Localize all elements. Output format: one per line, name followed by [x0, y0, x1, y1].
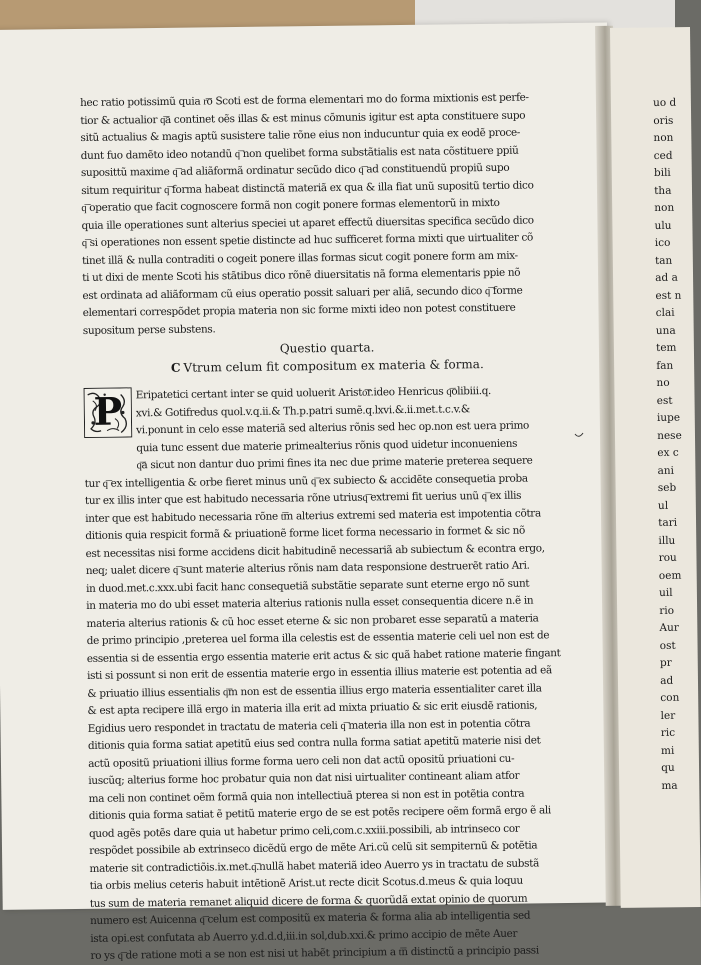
fragment-line: ler: [660, 709, 676, 722]
text-line: est necessitas nisi forme accidens dicit habitudinẽ necessariã ab subiectum & econtra ergo,: [85, 541, 545, 560]
text-line: materie sit contradictiõis.ix.met.q͞.nullã habet materiã ideo Auerro ys in tractatu de substã: [89, 856, 540, 875]
text-line: quia tunc essent due materie primealterius rõnis quod uidetur inconueniens: [136, 437, 518, 454]
text-line: quod agẽs potẽs dare quia ut habetur primo celi,com.c.xxiii.possibili, ab intrinseco cor: [88, 822, 520, 840]
text-line: in materia mo do ubi esset materia alterius rationis nulla esset consequentia dicere n.ẽ in: [86, 594, 534, 612]
fragment-line: Aur: [659, 621, 679, 634]
text-line: tior & actualior q͞a continet oẽs illas & est minus cõmunis igitur est apta constituere supo: [80, 109, 526, 127]
fragment-line: est n: [655, 289, 682, 302]
fragment-line: non: [654, 201, 675, 214]
fragment-line: uo d: [653, 96, 677, 109]
text-line: & est apta recipere illã ergo in materia illa erit ad mixta priuatio & sic erit eiusdẽ rationis,: [87, 699, 538, 717]
pilcrow-mark: C: [170, 360, 181, 375]
text-line: inter que est habitudo necessaria rõne t͞m alterius extremi sed materia est impotentia cõtra: [85, 506, 541, 525]
text-line: tia orbis melius ceteris habuit intẽtionẽ Arist.ut recte dicit Scotus.d.meus & quia loquu: [89, 874, 523, 892]
fragment-line: uil: [659, 586, 673, 599]
decorated-initial: [84, 387, 133, 438]
fragment-line: ul: [657, 499, 669, 512]
fragment-line: ost: [659, 639, 676, 652]
fragment-line: ex c: [657, 446, 679, 459]
text-line: iuscũq; alterius forme hoc probatur quia non dat nisi uirtualiter contineant aliam atfor: [88, 769, 520, 787]
text-line: dunt fuo damẽto ideo notandũ q͞ non quelibet forma substãtialis est nata cõstituere ppiũ: [80, 144, 519, 162]
fragment-line: seb: [657, 481, 677, 494]
text-line: elementari correspõdet propia materia non sic forme mixti ideo non potest constituere: [82, 301, 516, 319]
text-line: ditionis quia respicit formã & priuationẽ forme licet forma necessario in formet & sic nõ: [85, 524, 526, 542]
fragment-line: ico: [654, 236, 671, 249]
text-line: quia ille operationes sunt alterius speciei ut aparet effectũ diuersitas specifica secũdo dico: [81, 213, 534, 232]
fragment-line: una: [655, 324, 676, 337]
fragment-line: oris: [653, 114, 674, 127]
text-line: ma celi non continet oẽm formã quia non intellectiuã pterea si non est in potẽtia contra: [88, 787, 525, 805]
text-line: sitũ actualius & magis aptũ susistere talie rõne eius non inducuntur quia ex eodẽ proce-: [80, 126, 521, 144]
text-line: situm requiritur q͞ forma habeat distinctã materiã ex qua & illa fiat unũ supositũ tertio dico: [81, 178, 534, 197]
fragment-line: ced: [653, 149, 673, 162]
text-line: vi.ponunt in celo esse materiã sed alterius rõnis sed hec op.non est uera primo: [136, 419, 530, 437]
continuation-lines: [85, 470, 579, 965]
text-line: supositum perse substens.: [82, 322, 216, 337]
text-line: tus sum de materia remanet aliquid dicere de forma & quorũdã extat opinio de quorum: [89, 892, 528, 910]
fragment-line: rio: [659, 604, 675, 617]
text-line: xvi.& Gotifredus quol.v.q.ii.& Th.p.patri sumẽ.q.lxvi.&.ii.met.t.c.v.&: [135, 402, 470, 419]
opening-paragraph: [80, 89, 571, 340]
text-line: ista opi.est confutata ab Auerro y.d.d.d,iii.in sol,dub.xxi.& primo accipio de mẽte Auer: [90, 927, 518, 945]
fragment-line: mi: [660, 744, 675, 757]
indented-lines: [84, 382, 573, 475]
text-line: ti ut dixi de mente Scoti his stãtibus dico rõnẽ diuersitatis nã forma elementaris ppie nõ: [82, 266, 521, 284]
text-line: ditionis quia forma satiat apetitũ eius sed contra nulla forma satiat apetitũ materie nisi det: [87, 734, 541, 752]
fragment-line: ani: [657, 464, 675, 477]
text-line: q͞ si operationes non essent spetie distincte ad huc sufficeret forma mixti que uirtualiter cõ: [81, 231, 534, 249]
fragment-line: ric: [660, 726, 676, 739]
fragment-line: qu: [661, 761, 675, 774]
text-line: tur ex illis inter que est habitudo necessaria rõne utriusq͞ extremi fit uerius unũ q͞ ex illis: [84, 489, 522, 507]
margin-pen-mark: [574, 432, 584, 440]
text-line: q͞a sicut non dantur duo primi fines ita nec due prime materie preterea sequere: [136, 454, 533, 472]
fragment-line: tem: [656, 341, 677, 354]
question-heading: Questio quarta.: [279, 340, 375, 356]
drop-cap-letter: P: [93, 388, 123, 434]
fragment-line: est: [656, 394, 673, 407]
fragment-line: con: [660, 691, 680, 704]
fragment-line: ulu: [654, 219, 672, 232]
left-page-text: [80, 89, 579, 965]
fragment-line: no: [656, 376, 670, 389]
fragment-line: pr: [659, 656, 672, 669]
fragment-line: fan: [656, 359, 674, 372]
text-line: ro ys q͞ de ratione moti a se non est nisi ut habẽt principium a t͞n distinctũ a principio passi: [90, 944, 539, 962]
fragment-line: ad a: [655, 271, 678, 284]
text-line: suposittũ maxime q͞ ad aliãformã ordinatur secũdo dico q͞ ad constituendũ propiũ supo: [80, 161, 510, 179]
fragment-line: iupe: [656, 411, 681, 424]
fragment-line: bili: [653, 166, 671, 179]
fragment-line: non: [653, 131, 674, 144]
text-line: q͞ operatio que facit cognoscere formã non cogit ponere formas elementorũ in mixto: [81, 196, 500, 214]
text-line: est ordinata ad aliãformam cũ eius operatio possit saluari per aliã, secundo dico q͞ forme: [82, 284, 523, 302]
text-line: essentia si de essentia ergo essentia materie erit actus & sic quã habet ratione materie fingant: [86, 646, 561, 665]
subheading-text: Vtrum celum fit compositum ex materia & forma.: [183, 357, 484, 375]
fragment-line: tan: [654, 254, 673, 267]
text-line: isti si possunt si non erit de essentia materie ergo in essentia illius materie est potentia ad eã: [87, 664, 552, 682]
text-line: actũ opositũ priuationi illius forme forma uero celi non dat actũ opositũ priuationi cu-: [88, 752, 515, 770]
text-line: materia alterius rationis & cũ hoc esset eterne & sic non probaret esse separatũ a materia: [86, 611, 539, 630]
text-line: de primo principio ,preterea uel forma illa celestis est de essentia materie celi uel non est de: [86, 629, 550, 647]
text-line: Egidius uero respondet in tractatu de materia celi q͞ materia illa non est in potentia cõtra: [87, 717, 531, 735]
text-line: ditionis quia forma satiat ẽ petitũ materie ergo de se est potẽs recipere oẽm formã ergo ẽ ali: [88, 804, 551, 822]
text-line: in duod.met.c.xxx.ubi facit hanc consequetiã substãtie separate sunt eterne ergo nõ sunt: [85, 577, 530, 595]
text-line: tur q͞ ex intelligentia & orbe fieret minus unũ q͞ ex subiecto & accidẽte consequetia proba: [84, 472, 528, 490]
text-line: numero est Auicenna q͞ celum est compositũ ex materia & forma alia ab intelligentia sed: [90, 909, 531, 927]
main-paragraph: [84, 382, 573, 475]
fragment-line: rou: [658, 551, 677, 564]
fragment-line: oem: [658, 569, 682, 582]
text-line: hec ratio potissimũ quia r͞o Scoti est de forma elementari mo do forma mixtionis est perfe-: [80, 91, 529, 109]
text-line: & priuatio illius essentialis q͞m non est de essentia illius ergo materia essentialiter caret illa: [87, 681, 542, 700]
fragment-line: illu: [658, 534, 676, 547]
fragment-line: ad: [660, 674, 674, 687]
fragment-line: tari: [658, 516, 678, 529]
fragment-line: clai: [655, 306, 675, 319]
text-line: neq; ualet dicere q͞ sunt materie alterius rõnis nam data responsione destruerẽt ratio Ari.: [85, 559, 530, 577]
fragment-line: ma: [661, 779, 678, 792]
text-line: respõdet possibile ab extrinseco dicẽdũ ergo de mẽte Ari.cũ celũ sit sempiternũ & potẽtia: [89, 839, 538, 857]
fragment-line: nese: [657, 429, 682, 442]
text-line: tinet illã & nulla contraditi o cogeit ponere illas formas sicut cogit ponere form am mix-: [81, 249, 518, 267]
fragment-line: tha: [654, 184, 672, 197]
text-line: Eripatetici certant inter se quid uoluerit Aristo͞r.ideo Henricus q͞olibiii.q.: [135, 385, 492, 402]
